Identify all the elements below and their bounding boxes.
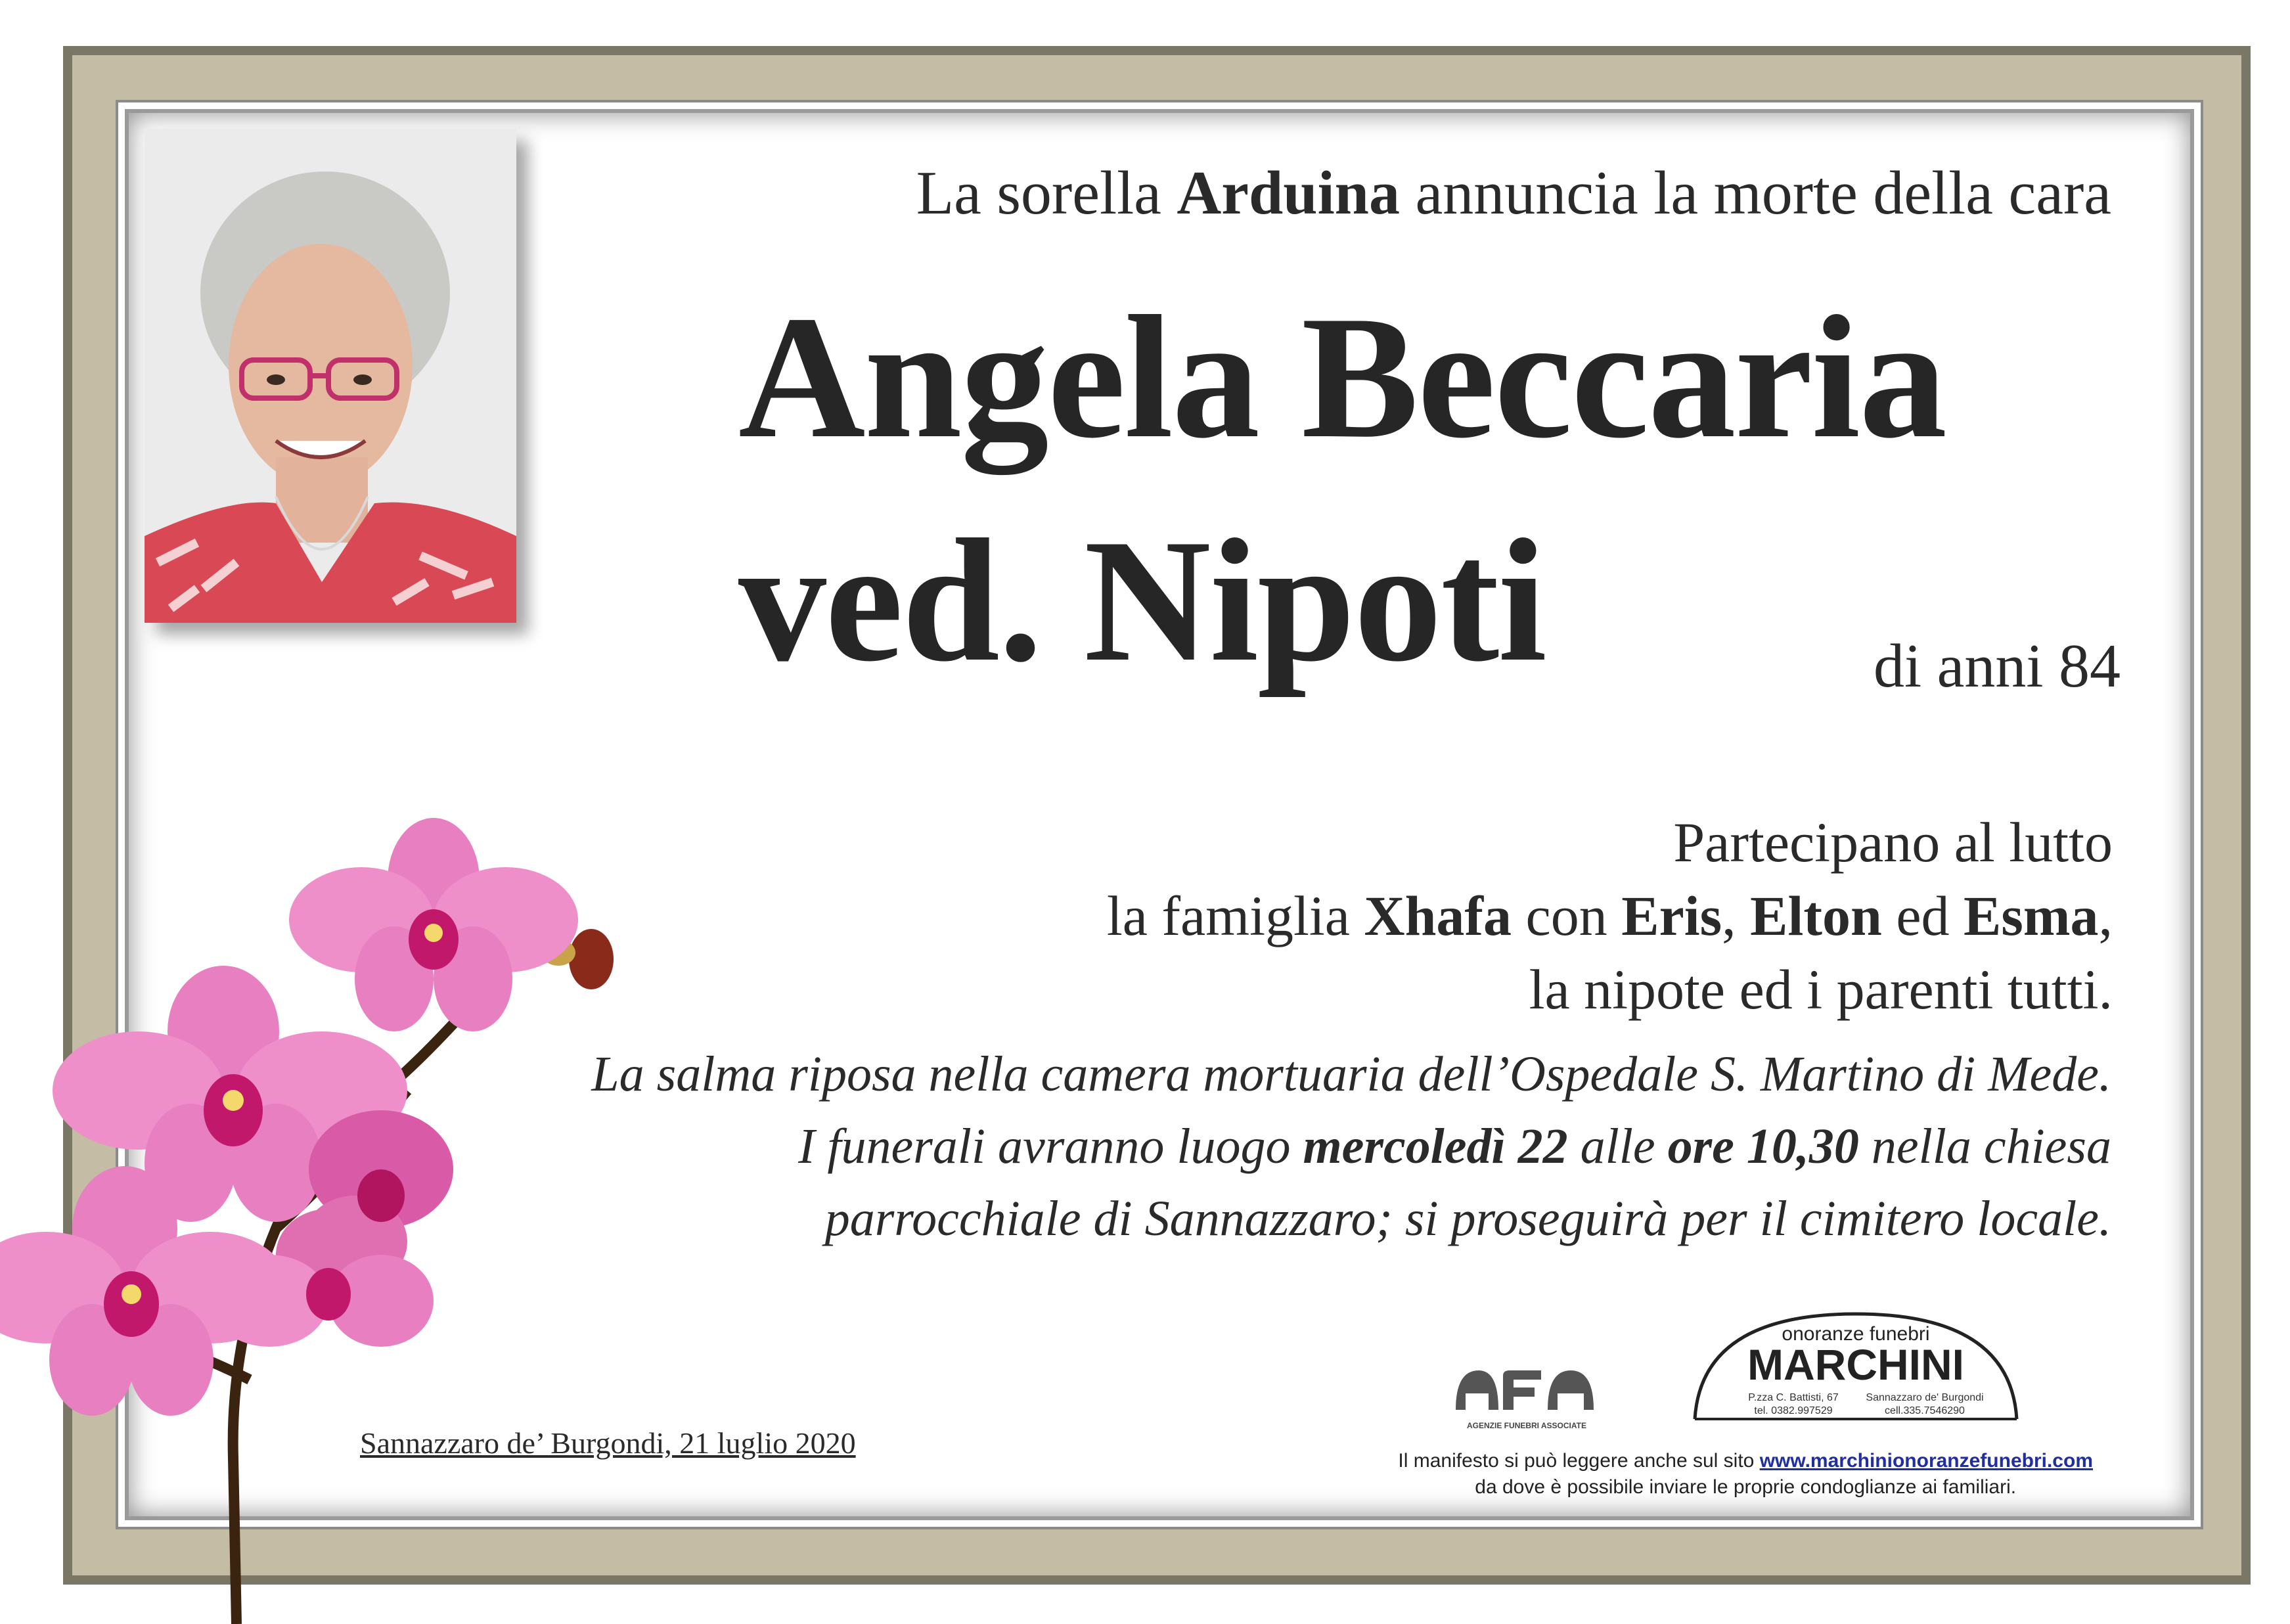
mourners-line3: la nipote ed i parenti tutti. bbox=[1529, 958, 2113, 1021]
svg-text:AGENZIE FUNEBRI ASSOCIATE: AGENZIE FUNEBRI ASSOCIATE bbox=[1466, 1421, 1587, 1430]
mourners-line2: la famiglia Xhafa con Eris, Elton ed Esma, bbox=[1106, 884, 2113, 947]
deceased-name: Angela Beccaria bbox=[738, 279, 1946, 474]
funeral-info bbox=[591, 1038, 2111, 1255]
marchini-logo bbox=[1688, 1307, 2023, 1432]
svg-text:Sannazzaro de' Burgondi: Sannazzaro de' Burgondi bbox=[1866, 1392, 1984, 1403]
funeral-line3: parrocchiale di Sannazzaro; si proseguirà per il cimitero locale. bbox=[824, 1191, 2111, 1246]
place-date: Sannazzaro de’ Burgondi, 21 luglio 2020 bbox=[360, 1426, 856, 1460]
mourners-block bbox=[1107, 805, 2113, 1026]
announcement: La sorella Arduina annuncia la morte della cara bbox=[916, 159, 2111, 227]
portrait-photo bbox=[145, 129, 516, 623]
svg-text:onoranze funebri: onoranze funebri bbox=[1782, 1323, 1930, 1345]
sister-name: Arduina bbox=[1177, 159, 1400, 227]
svg-text:MARCHINI: MARCHINI bbox=[1747, 1340, 1964, 1389]
footer-note: Il manifesto si può leggere anche sul sito www.marchinionoranzefunebri.com da dove è possibile inviare le proprie condoglianze ai familiari. bbox=[1398, 1450, 2093, 1498]
mourners-line1: Partecipano al lutto bbox=[1673, 811, 2113, 874]
deceased-age: di anni 84 bbox=[1874, 632, 2121, 700]
svg-text:P.zza C. Battisti, 67: P.zza C. Battisti, 67 bbox=[1748, 1392, 1839, 1403]
funeral-line2: I funerali avranno luogo mercoledì 22 alle ore 10,30 nella chiesa bbox=[798, 1119, 2111, 1174]
svg-text:tel. 0382.997529: tel. 0382.997529 bbox=[1754, 1405, 1833, 1416]
funeral-line1: La salma riposa nella camera mortuaria dell’Ospedale S. Martino di Mede. bbox=[591, 1047, 2111, 1102]
svg-text:cell.335.7546290: cell.335.7546290 bbox=[1885, 1405, 1965, 1416]
orchid-flower bbox=[0, 801, 631, 1624]
deceased-name-line2: ved. Nipoti bbox=[738, 503, 1546, 698]
website-link[interactable]: www.marchinionoranzefunebri.com bbox=[1759, 1450, 2093, 1472]
afa-logo bbox=[1449, 1364, 1604, 1436]
